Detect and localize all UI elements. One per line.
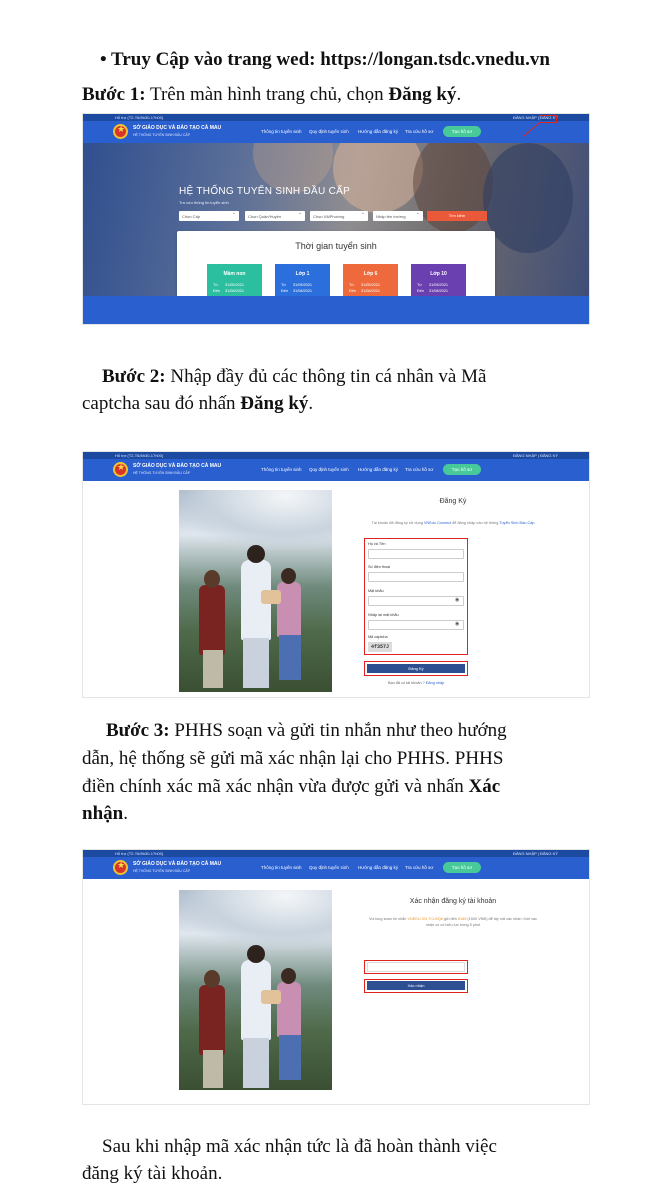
name-input[interactable] xyxy=(368,549,464,559)
sms-code: VNEDU XN 7CU9Q8 xyxy=(407,917,443,921)
confirm-screenshot xyxy=(82,849,590,1105)
step3-text1: PHHS soạn và gửi tin nhắn như theo hướng xyxy=(169,720,507,741)
step1-text: Trên màn hình trang chủ, chọn xyxy=(145,84,389,105)
menu-guide[interactable]: Hướng dẫn đăng ký xyxy=(358,129,398,134)
phone-input[interactable] xyxy=(368,572,464,582)
step3-line2: dẫn, hệ thống sẽ gửi mã xác nhận lại cho PHHS. PHHS xyxy=(82,748,504,769)
panel-title: Thời gian tuyển sinh xyxy=(295,241,377,251)
menu-info[interactable]: Thông tin tuyển sinh xyxy=(261,129,302,134)
select-level[interactable]: Chọn Cấp ⌄ xyxy=(179,211,239,221)
menu-guide[interactable]: Hướng dẫn đăng ký xyxy=(358,865,398,870)
sms-number: 8185 xyxy=(457,917,467,921)
card-from: 31/05/2021 xyxy=(429,283,449,287)
menu-rules[interactable]: Quy định tuyển sinh xyxy=(309,865,349,870)
confirm-title: Xác nhận đăng ký tài khoản xyxy=(409,898,497,905)
site-topbar xyxy=(83,114,589,121)
students-photo xyxy=(179,890,332,1090)
confirm-note: Vui lòng soạn tin nhắn VNEDU XN 7CU9Q8 gửi đến 8185 (1500 VNĐ) để lấy mã xác nhận, thời xác nhận có có hiệu lực trong 5 phút xyxy=(368,917,538,927)
step3-paragraph xyxy=(106,718,507,744)
create-profile-button[interactable]: Tạo hồ sơ xyxy=(443,862,481,873)
final-line1: Sau khi nhập mã xác nhận tức là đã hoàn thành việc xyxy=(102,1136,497,1157)
step2-label: Bước 2: xyxy=(102,366,166,387)
phone-label: Số điện thoại xyxy=(368,565,391,569)
login-register-links[interactable]: ĐĂNG NHẬP | ĐĂNG KÝ xyxy=(513,115,558,120)
login-register-links[interactable]: ĐĂNG NHẬP | ĐĂNG KÝ xyxy=(513,851,558,856)
site-navbar xyxy=(83,121,589,143)
step1-label: Bước 1: xyxy=(82,84,146,105)
step3-label: Bước 3: xyxy=(106,720,170,741)
ministry-logo-icon xyxy=(113,124,128,139)
homepage-screenshot xyxy=(82,113,590,325)
confirm-password-label: Nhập lại mật khẩu xyxy=(368,613,399,617)
step3-line4: nhận. xyxy=(82,803,128,824)
register-link-highlight xyxy=(539,115,557,123)
menu-info[interactable]: Thông tin tuyển sinh xyxy=(261,467,302,472)
site-navbar: ★ SỞ GIÁO DỤC VÀ ĐÀO TẠO CÀ MAU HỆ THỐNG TUYỂN SINH ĐẦU CẤP Thông tin tuyển sinh Quy định tuyển sinh Hướng dẫn đăng ký Tra cứu hồ sơ Tạo hồ sơ xyxy=(83,857,589,879)
hero-footer-strip xyxy=(83,296,589,324)
step3-action2: nhận xyxy=(82,803,124,824)
card-grade6[interactable]: Lớp 6 Từ 31/05/2021 Đến 31/08/2021 xyxy=(343,264,398,304)
confirm-password-input[interactable] xyxy=(368,620,464,630)
card-from: 31/05/2021 xyxy=(293,283,313,287)
card-name: Lớp 6 xyxy=(363,271,378,277)
card-name: Mầm non xyxy=(223,271,246,277)
system-link[interactable]: Tuyển Sinh Đầu Cấp xyxy=(499,521,535,525)
step3-action1: Xác xyxy=(468,776,501,797)
login-prompt: Bạn đã có tài khoản ? Đăng nhập xyxy=(388,681,445,685)
card-from: 31/05/2021 xyxy=(361,283,381,287)
site-topbar: Hỗ trợ (T2-T6/8h30-17h00) ĐĂNG NHẬP | ĐĂNG KÝ xyxy=(83,452,589,459)
confirmation-code-input[interactable] xyxy=(367,962,465,972)
password-label: Mật khẩu xyxy=(368,589,384,593)
menu-lookup[interactable]: Tra cứu hồ sơ xyxy=(405,467,434,472)
menu-rules[interactable]: Quy định tuyển sinh xyxy=(309,467,349,472)
access-text: • Truy Cập vào trang wed: https://longan.tsdc.vnedu.vn xyxy=(100,49,550,70)
register-title: Đăng Ký xyxy=(439,498,467,505)
search-button[interactable]: Tìm kiếm xyxy=(427,211,487,221)
card-preschool[interactable]: Mầm non Từ 31/05/2021 Đến 31/08/2021 xyxy=(207,264,262,304)
site-navbar: ★ SỞ GIÁO DỤC VÀ ĐÀO TẠO CÀ MAU HỆ THỐNG TUYỂN SINH ĐẦU CẤP Thông tin tuyển sinh Quy định tuyển sinh Hướng dẫn đăng ký Tra cứu hồ sơ Tạo hồ sơ xyxy=(83,459,589,481)
show-confirm-password-icon[interactable]: ◉ xyxy=(455,621,460,627)
card-name: Lớp 1 xyxy=(295,271,310,277)
ministry-logo-icon xyxy=(113,860,128,875)
org-name: SỞ GIÁO DỤC VÀ ĐÀO TẠO CÀ MAU xyxy=(133,125,222,131)
password-input[interactable] xyxy=(368,596,464,606)
support-hours: Hỗ trợ (T2-T6/8h30-17h00) xyxy=(115,115,164,120)
final-line2: đăng ký tài khoản. xyxy=(82,1163,223,1184)
step1-action: Đăng ký xyxy=(388,84,457,105)
hero-title: HỆ THỐNG TUYỂN SINH ĐẦU CẤP xyxy=(179,186,351,197)
step2-text: Nhập đầy đủ các thông tin cá nhân và Mã xyxy=(165,366,487,387)
card-to: 31/08/2021 xyxy=(429,289,449,293)
card-to: 31/08/2021 xyxy=(225,289,245,293)
card-name: Lớp 10 xyxy=(430,271,447,277)
step1-paragraph: Bước 1: Trên màn hình trang chủ, chọn Đăng ký. xyxy=(82,84,462,105)
card-grade1[interactable]: Lớp 1 Từ 31/05/2021 Đến 31/08/2021 xyxy=(275,264,330,304)
captcha-image: 4f357J xyxy=(368,642,392,652)
menu-lookup[interactable]: Tra cứu hồ sơ xyxy=(405,865,434,870)
menu-info[interactable]: Thông tin tuyển sinh xyxy=(261,865,302,870)
menu-guide[interactable]: Hướng dẫn đăng ký xyxy=(358,467,398,472)
select-ward[interactable]: Chọn Xã/Phường ⌄ xyxy=(310,211,368,221)
vnedu-connect-link[interactable]: VNEdu Connect xyxy=(423,521,452,525)
step3-line3: điền chính xác mã xác nhận vừa được gửi và nhấn Xác xyxy=(82,776,501,797)
show-password-icon[interactable]: ◉ xyxy=(455,597,460,603)
card-to: 31/08/2021 xyxy=(361,289,381,293)
org-subtitle: HỆ THỐNG TUYỂN SINH ĐẦU CẤP xyxy=(133,133,191,137)
menu-rules[interactable]: Quy định tuyển sinh xyxy=(309,129,349,134)
hero-subtitle: Tra cứu thông tin tuyển sinh xyxy=(179,200,229,205)
students-photo xyxy=(179,490,332,692)
login-register-links[interactable]: ĐĂNG NHẬP | ĐĂNG KÝ xyxy=(513,453,558,458)
create-profile-button[interactable]: Tạo hồ sơ xyxy=(443,126,481,137)
register-button[interactable]: Đăng Ký xyxy=(367,664,465,673)
hero-banner xyxy=(83,143,589,324)
card-to: 31/08/2021 xyxy=(293,289,313,293)
select-district[interactable]: Chọn Quận/Huyện ⌄ xyxy=(245,211,305,221)
name-label: Họ và Tên xyxy=(368,542,386,546)
school-name-input[interactable]: Nhập tên trường ⌄ xyxy=(373,211,423,221)
create-profile-button[interactable]: Tạo hồ sơ xyxy=(443,464,481,475)
access-line xyxy=(100,47,550,73)
card-grade10[interactable]: Lớp 10 Từ 31/05/2021 Đến 31/08/2021 xyxy=(411,264,466,304)
step2-paragraph xyxy=(102,364,486,390)
site-topbar: Hỗ trợ (T2-T6/8h30-17h00) ĐĂNG NHẬP | ĐĂNG KÝ xyxy=(83,850,589,857)
menu-lookup[interactable]: Tra cứu hồ sơ xyxy=(405,129,434,134)
card-from: 31/05/2021 xyxy=(225,283,245,287)
step2-text2: captcha sau đó nhấn xyxy=(82,393,241,414)
login-link[interactable]: Đăng nhập xyxy=(425,681,445,685)
step2-action: Đăng ký xyxy=(240,393,309,414)
step2-paragraph-line2: captcha sau đó nhấn Đăng ký. xyxy=(82,393,314,414)
ministry-logo-icon xyxy=(113,462,128,477)
register-screenshot xyxy=(82,451,590,698)
captcha-label: Mã captcha xyxy=(368,635,388,639)
register-note: Tài khoản đã đăng ký sử dụng VNEdu Connect để đăng nhập vào hệ thống Tuyển Sinh Đầu Cấp xyxy=(371,521,535,525)
confirm-button[interactable]: Xác nhận xyxy=(367,981,465,990)
